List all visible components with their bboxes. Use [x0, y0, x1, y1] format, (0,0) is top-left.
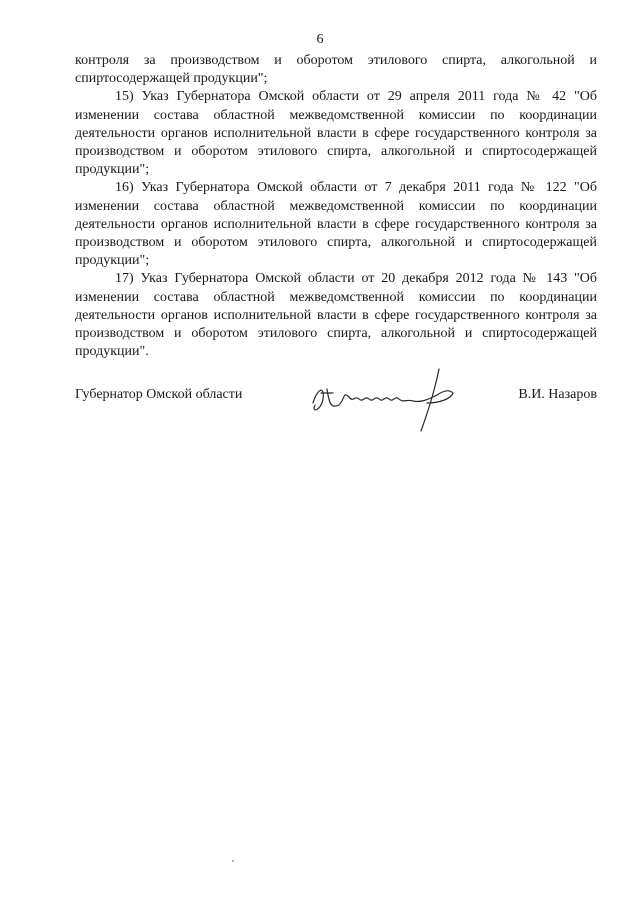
handwritten-signature: [303, 359, 483, 435]
signatory-title: Губернатор Омской области: [75, 387, 243, 402]
paragraph-item-15: 15) Указ Губернатора Омской области от 29 апреля 2011 года № 42 "Об изменении состава областной межведомственной комиссии по координации деятельности органов исполнительной власти в сфере государственного контроля за производством и оборотом этилового спирта, алкогольной и спиртосодержащей продукции";: [75, 89, 597, 178]
page-number: 6: [316, 32, 324, 47]
paragraph-continuation: контроля за производством и оборотом этилового спирта, алкогольной и спиртосодержащей продукции";: [75, 53, 597, 87]
scan-speck: [232, 860, 234, 862]
paragraph-item-16: 16) Указ Губернатора Омской области от 7 декабря 2011 года № 122 "Об изменении состава областной межведомственной комиссии по координации деятельности органов исполнительной власти в сфере государственного контроля за производством и оборотом этилового спирта, алкогольной и спиртосодержащей продукции";: [75, 180, 597, 269]
paragraph-item-17: 17) Указ Губернатора Омской области от 20 декабря 2012 года № 143 "Об изменении состава областной межведомственной комиссии по координации деятельности органов исполнительной власти в сфере государственного контроля за производством и оборотом этилового спирта, алкогольной и спиртосодержащей продукции".: [75, 271, 597, 360]
document-body: [75, 52, 597, 361]
signatory-name: В.И. Назаров: [518, 387, 597, 402]
